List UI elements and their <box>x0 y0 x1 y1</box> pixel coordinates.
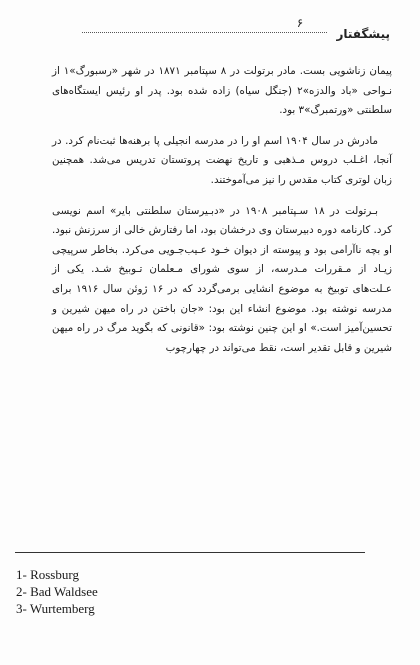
page-number: ۶ <box>296 16 304 30</box>
footnote-item: 1- Rossburg <box>16 567 79 582</box>
paragraph: مادرش در سال ۱۹۰۴ اسم او را در مدرسه انجیلی پا برهنه‌ها ثبت‌نام کرد. در آنجا، اغـلب دروس مـذهبی و تاریخ نهضت پروتستان تدریس می‌شد. همچنین زبان لوتری کتاب مقدس را نیز می‌آموختند. <box>52 134 392 186</box>
body-text <box>52 62 392 369</box>
footnote-item: 2- Bad Waldsee <box>16 584 98 599</box>
paragraph: بـرتولت در ۱۸ سـپتامبر ۱۹۰۸ در «دبـیرستان سلطنتی بایر» اسم نویسی کرد. کارنامه دوره دبیرستان وی درخشان بود، اما رفتارش خالی از سرزنش نبود. او بچه ناآرامی بود و پیوسته از دیوان خـود عـیب‌جـویی می‌کرد. بخاطر سرپیچی زیـاد از مـقررات مـدرسه، از سوی شورای مـعلمان تـوبیخ شـد. یکی از عـلت‌های توبیخ به موضوع انشایی برمی‌گردد که در ۱۶ ژوئن سال ۱۹۱۶ برای مدرسه نوشته بود. موضوع انشاء این بود: «جان باختن در راه میهن شیرین و تحسین‌آمیز است.» او این چنین نوشته بود: «قانونی که بگوید مرگ در راه میهن شیرین و قابل تقدیر است، نقط می‌تواند در چهارچوب <box>52 204 392 354</box>
footnotes <box>16 566 316 617</box>
footnote-item: 3- Wurtemberg <box>16 601 95 616</box>
running-title: پیشگفتار <box>336 27 390 41</box>
footnote-divider <box>15 552 365 553</box>
header-dotted-leader <box>82 32 327 33</box>
paragraph: پیمان زناشویی بست. مادر برتولت در ۸ سپتامبر ۱۸۷۱ در شهر «رسبورگ»۱ از نـواحی «باد والدزه»۲ (جنگل سیاه) زاده شده بود. پدر او رئیس ایستگاه‌های سلطنتی «ورتمبرگ»۳ بود. <box>52 65 393 117</box>
